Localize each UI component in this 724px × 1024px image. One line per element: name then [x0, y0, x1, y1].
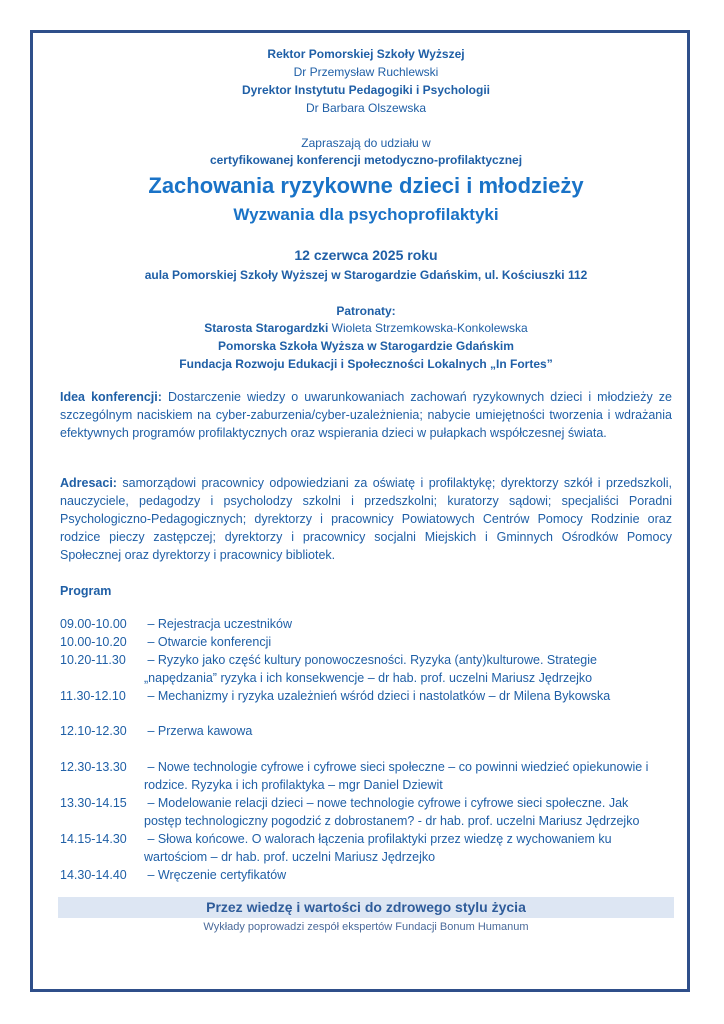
addressees-label: Adresaci: [60, 476, 117, 490]
program-time: 10.20-11.30 [60, 653, 126, 667]
idea-paragraph [60, 388, 672, 442]
program-item [60, 616, 680, 633]
program-text: – Słowa końcowe. O walorach łączenia profilaktyki przez wiedzę z wychowaniem ku [144, 832, 612, 846]
program-item [60, 759, 680, 776]
program-text: – Wręczenie certyfikatów [144, 868, 287, 882]
program-item [60, 634, 680, 651]
conference-date: 12 czerwca 2025 roku [294, 247, 438, 263]
program-item [60, 867, 680, 884]
program-item [60, 831, 680, 848]
patrons-heading: Patronaty: [336, 304, 396, 318]
idea-text: Dostarczenie wiedzy o uwarunkowaniach zachowań ryzykownych dzieci i młodzieży ze szczególnym naciskiem na cyber-zaburzenia/cyber-uzależnienia; nabycie umiejętności tworzenia i wdrażania efektywnych programów profilaktycznych oraz wspierania dzieci w pułapkach współczesnej świata. [60, 390, 672, 440]
program-text: – Mechanizmy i ryzyka uzależnień wśród dzieci i nastolatków – dr Milena Bykowska [144, 689, 611, 703]
program-text: – Otwarcie konferencji [144, 635, 272, 649]
program-text: – Przerwa kawowa [144, 724, 253, 738]
program-time: 11.30-12.10 [60, 689, 126, 703]
program-item [60, 688, 680, 705]
program-item-continuation: „napędzania” ryzyka i ich konsekwencje – dr hab. prof. uczelni Mariusz Jędrzejko [144, 671, 593, 685]
rector-title: Rektor Pomorskiej Szkoły Wyższej [267, 47, 465, 61]
program-time: 14.15-14.30 [60, 832, 127, 846]
program-heading: Program [60, 584, 112, 598]
program-item [60, 723, 680, 740]
program-item [60, 652, 680, 669]
patron-1-title: Starosta Starogardzki [204, 321, 329, 335]
program-item-continuation: rodzice. Ryzyka i ich profilaktyka – mgr Daniel Dziewit [144, 778, 443, 792]
program-time: 12.10-12.30 [60, 724, 127, 738]
conference-venue: aula Pomorskiej Szkoły Wyższej w Starogardzie Gdańskim, ul. Kościuszki 112 [144, 268, 588, 282]
conference-subtitle: Wyzwania dla psychoprofilaktyki [233, 205, 499, 224]
patron-1-name: Wioleta Strzemkowska-Konkolewska [328, 321, 528, 335]
program-time: 10.00-10.20 [60, 635, 127, 649]
program-text: – Nowe technologie cyfrowe i cyfrowe sieci społeczne – co powinni wiedzieć opiekunowie i [144, 760, 649, 774]
director-name: Dr Barbara Olszewska [305, 101, 427, 115]
addressees-paragraph [60, 474, 672, 564]
rector-name: Dr Przemysław Ruchlewski [293, 65, 439, 79]
program-text: – Modelowanie relacji dzieci – nowe technologie cyfrowe i cyfrowe sieci społeczne. Jak [144, 796, 629, 810]
addressees-text: samorządowi pracownicy odpowiedziani za oświatę i profilaktykę; dyrektorzy szkół i przedszkoli, nauczyciele, pedagodzy i psycholodzy szkolni i przedszkolni; kuratorzy sądowi; specjaliści Poradni Psychologiczno-Pedagogicznych; dyrektorzy i pracownicy Powiatowych Centrów Pomocy Rodzinie oraz rodzice pieczy zastępczej; dyrektorzy i pracownicy socjalni Miejskich i Gminnych Ośrodków Pomocy Społecznej oraz dyrektorzy i pracownicy bibliotek. [60, 476, 672, 562]
program-time: 13.30-14.15 [60, 796, 127, 810]
idea-label: Idea konferencji: [60, 390, 162, 404]
patron-1 [60, 320, 672, 336]
program-time: 09.00-10.00 [60, 617, 127, 631]
conference-type: certyfikowanej konferencji metodyczno-profilaktycznej [209, 153, 523, 167]
conference-title: Zachowania ryzykowne dzieci i młodzieży [148, 173, 584, 198]
program-item-continuation: wartościom – dr hab. prof. uczelni Mariusz Jędrzejko [144, 850, 436, 864]
footer-note: Wykłady poprowadzi zespół ekspertów Fundacji Bonum Humanum [203, 921, 529, 933]
program-time: 12.30-13.30 [60, 760, 127, 774]
program-time: 14.30-14.40 [60, 868, 127, 882]
patron-3: Fundacja Rozwoju Edukacji i Społeczności Lokalnych „In Fortes” [179, 357, 553, 371]
invite-line: Zapraszają do udziału w [301, 136, 431, 150]
motto-banner: Przez wiedzę i wartości do zdrowego stylu życia [58, 897, 674, 918]
program-item [60, 795, 680, 812]
director-title: Dyrektor Instytutu Pedagogiki i Psychologii [241, 83, 491, 97]
program-text: – Ryzyko jako część kultury ponowoczesności. Ryzyka (anty)kulturowe. Strategie [144, 653, 597, 667]
patron-2: Pomorska Szkoła Wyższa w Starogardzie Gdańskim [218, 339, 514, 353]
program-item-continuation: postęp technologiczny pogodzić z dobrostanem? - dr hab. prof. uczelni Mariusz Jędrzejko [144, 814, 640, 828]
program-text: – Rejestracja uczestników [144, 617, 292, 631]
